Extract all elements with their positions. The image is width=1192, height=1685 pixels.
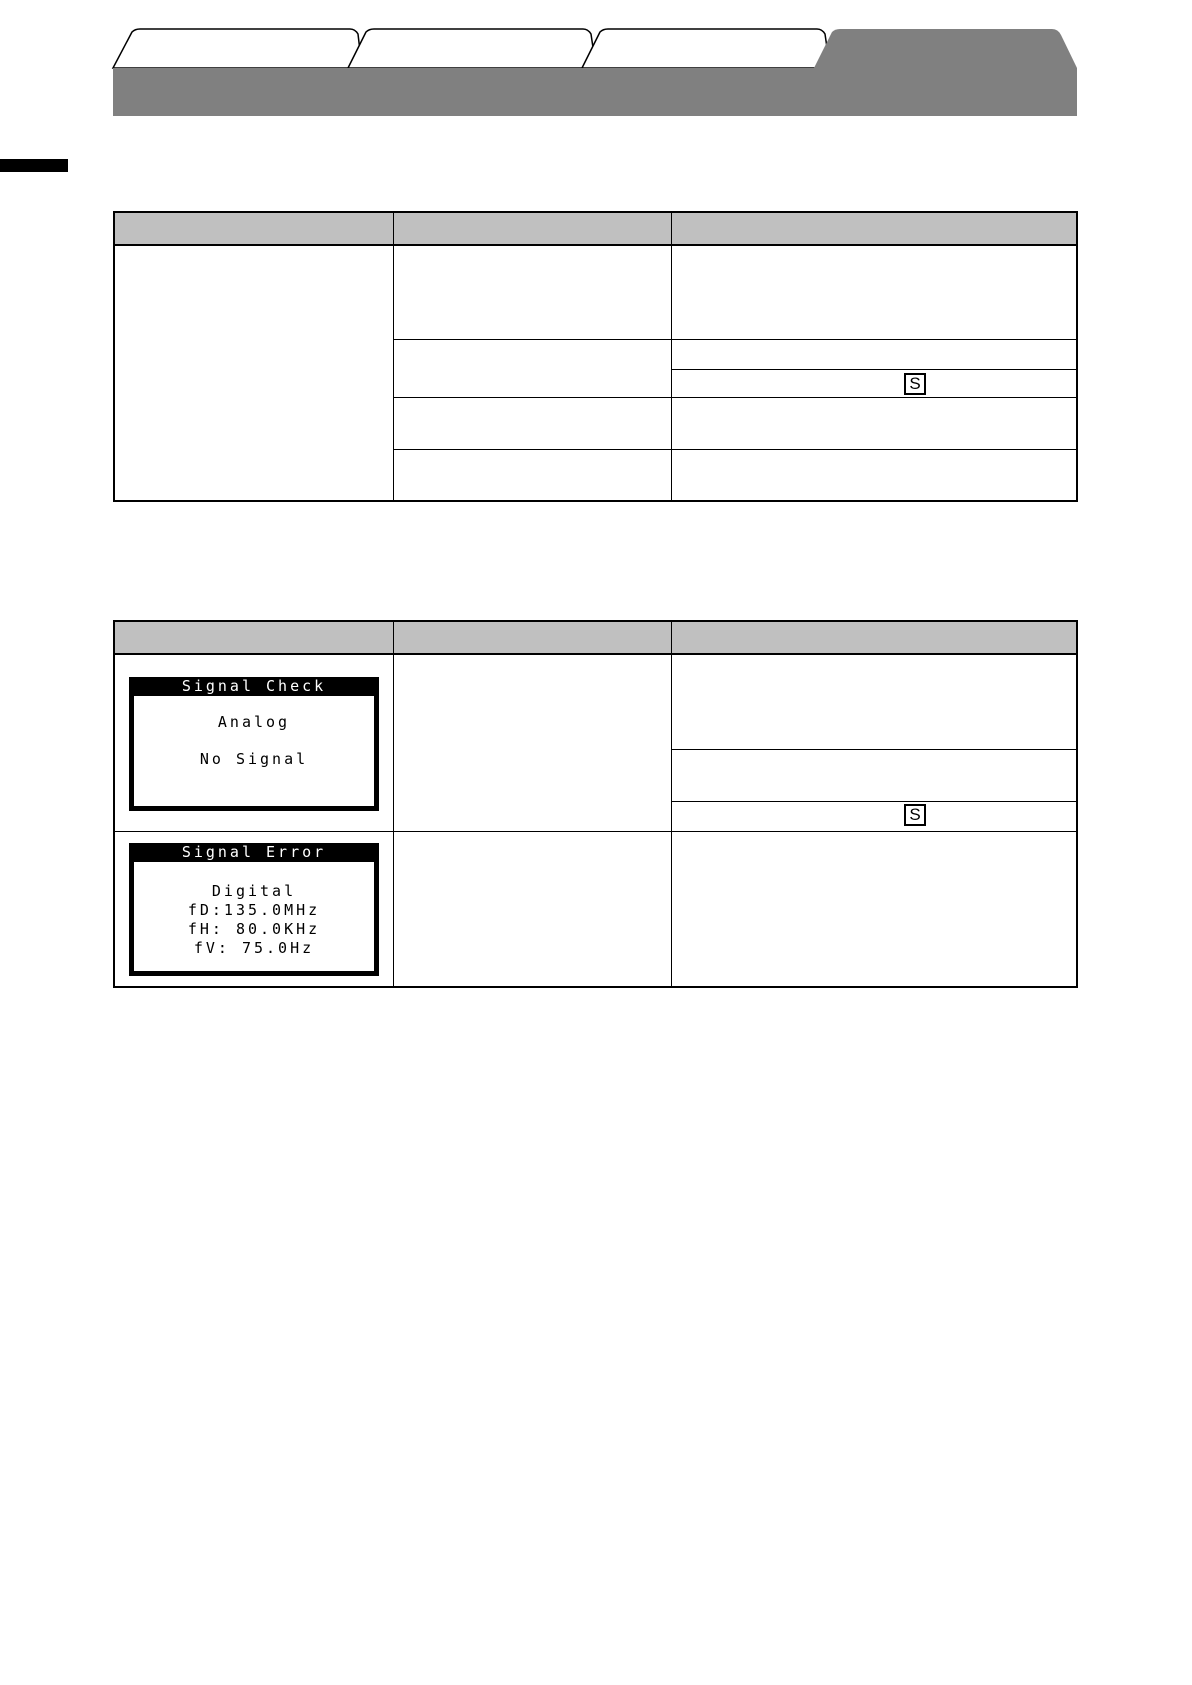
- osd-message-box: [134, 862, 374, 971]
- osd-line: Analog: [217, 713, 291, 731]
- table-2-row-divider: [115, 831, 1076, 832]
- table-1-row-divider: [394, 339, 1076, 340]
- osd-title: Signal Error: [181, 843, 327, 861]
- section-header-bar: [113, 68, 1077, 116]
- table-1-col-divider: [393, 213, 394, 500]
- table-2-col-divider: [671, 622, 672, 986]
- table-1-header: [115, 213, 1076, 246]
- table-2-header: [115, 622, 1076, 655]
- table-2-row-divider: [672, 749, 1076, 750]
- osd-line: fV: 75.0Hz: [193, 939, 315, 957]
- osd-signal-error: [129, 843, 379, 976]
- troubleshooting-table-1: [113, 211, 1078, 502]
- tab-4-active[interactable]: [814, 29, 1077, 68]
- osd-line: No Signal: [199, 750, 309, 768]
- osd-message-box: [134, 696, 374, 806]
- s-key-icon: S: [904, 373, 926, 395]
- osd-line: Digital: [211, 882, 297, 900]
- tab-2[interactable]: [348, 29, 596, 68]
- osd-title: Signal Check: [181, 677, 327, 695]
- table-2-col-divider: [393, 622, 394, 986]
- tab-1[interactable]: [113, 29, 362, 68]
- osd-line: fH: 80.0KHz: [187, 920, 321, 938]
- osd-line: fD:135.0MHz: [187, 901, 321, 919]
- table-1-row-divider: [672, 369, 1076, 370]
- troubleshooting-table-2: [113, 620, 1078, 988]
- table-1-row-divider: [394, 397, 1076, 398]
- tab-3[interactable]: [582, 29, 830, 68]
- osd-signal-check: [129, 677, 379, 811]
- s-key-icon: S: [904, 804, 926, 826]
- table-1-row-divider: [394, 449, 1076, 450]
- table-1-col-divider: [671, 213, 672, 500]
- table-2-row-divider: [672, 801, 1076, 802]
- page-side-marker: [0, 159, 68, 172]
